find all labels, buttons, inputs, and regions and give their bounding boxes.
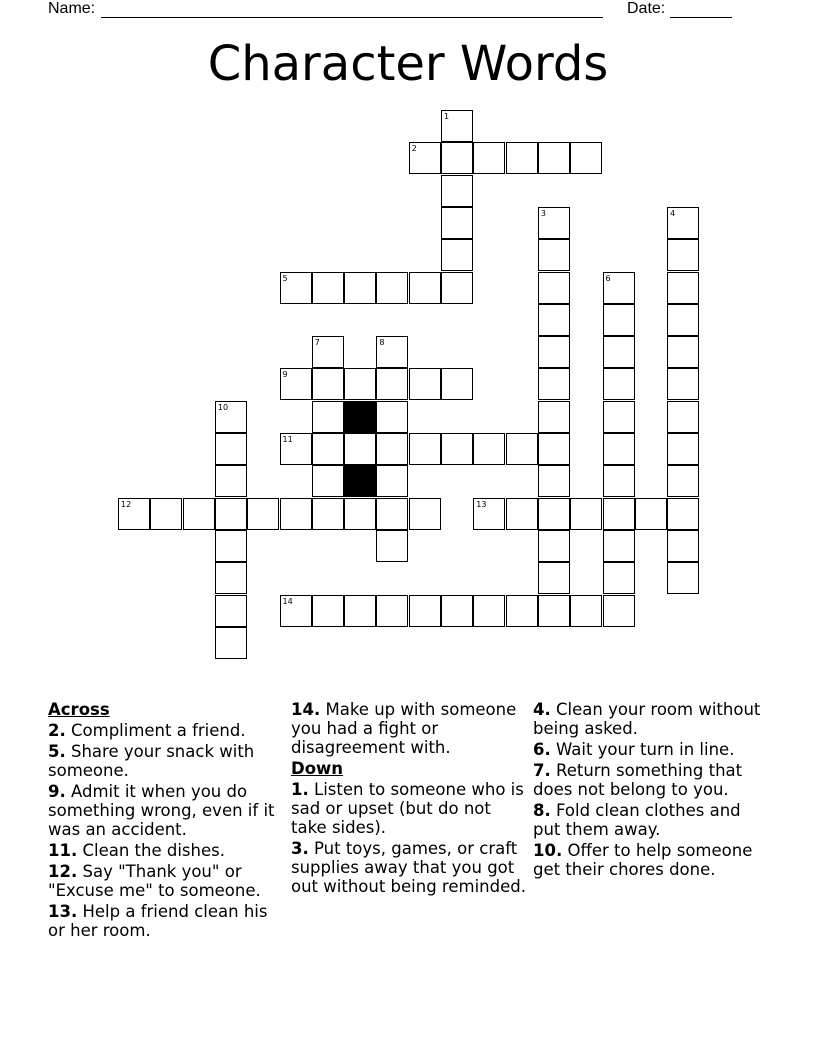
clue-number: 14 [282,596,293,606]
grid-cell[interactable] [376,336,408,368]
grid-cell[interactable] [473,433,505,465]
grid-cell[interactable] [506,142,538,174]
clue-number: 7 [314,338,320,348]
clue-down-10: 10. Offer to help someone get their chores done. [533,841,753,879]
grid-cell[interactable] [538,142,570,174]
grid-cell[interactable] [376,595,408,627]
grid-cell[interactable] [312,465,344,497]
grid-cell[interactable] [603,401,635,433]
clue-down-8: 8. Fold clean clothes and put them away. [533,801,741,839]
grid-cell[interactable] [538,401,570,433]
grid-cell[interactable] [667,530,699,562]
grid-cell[interactable] [667,304,699,336]
grid-cell[interactable] [215,401,247,433]
clue-number: 5 [282,273,288,283]
grid-cell[interactable] [280,498,312,530]
clue-across-2: 2. Compliment a friend. [48,721,246,740]
grid-cell[interactable] [344,272,376,304]
grid-cell[interactable] [603,465,635,497]
grid-cell[interactable] [603,595,635,627]
grid-cell[interactable] [603,272,635,304]
grid-cell[interactable] [344,433,376,465]
grid-cell[interactable] [312,433,344,465]
grid-cell[interactable] [538,207,570,239]
grid-cell[interactable] [538,562,570,594]
grid-cell[interactable] [667,562,699,594]
grid-cell[interactable] [603,336,635,368]
down-heading: Down [291,759,344,778]
grid-cell[interactable] [506,595,538,627]
grid-cell[interactable] [441,110,473,142]
grid-cell[interactable] [603,530,635,562]
across-heading: Across [48,700,110,719]
grid-cell[interactable] [441,239,473,271]
grid-cell[interactable] [215,433,247,465]
grid-cell[interactable] [667,368,699,400]
grid-cell[interactable] [441,142,473,174]
grid-cell[interactable] [215,498,247,530]
grid-cell[interactable] [667,433,699,465]
grid-cell[interactable] [312,401,344,433]
grid-cell[interactable] [409,498,441,530]
grid-cell[interactable] [344,595,376,627]
clue-number: 9 [282,370,288,380]
grid-cell[interactable] [312,272,344,304]
clue-number: 6 [605,273,611,283]
clue-across-11: 11. Clean the dishes. [48,841,225,860]
grid-cell[interactable] [603,368,635,400]
name-label: Name: [48,0,96,17]
grid-cell[interactable] [538,530,570,562]
grid-cell[interactable] [312,498,344,530]
grid-cell[interactable] [312,368,344,400]
grid-cell[interactable] [570,595,602,627]
grid-cell[interactable] [667,207,699,239]
clue-across-13: 13. Help a friend clean his or her room. [48,902,268,940]
grid-cell[interactable] [603,304,635,336]
grid-cell[interactable] [603,562,635,594]
page-title: Character Words [207,36,609,92]
clue-column-1 [48,700,284,942]
grid-cell[interactable] [215,530,247,562]
grid-cell[interactable] [280,595,312,627]
clue-number: 2 [411,144,417,154]
grid-cell[interactable] [441,175,473,207]
grid-cell[interactable] [409,368,441,400]
grid-cell[interactable] [473,142,505,174]
clue-down-7: 7. Return something that does not belong to you. [533,761,743,799]
grid-cell[interactable] [409,595,441,627]
grid-block [344,401,376,433]
date-label: Date: [627,0,666,17]
grid-cell[interactable] [570,142,602,174]
clue-across-5: 5. Share your snack with someone. [48,742,255,780]
grid-cell[interactable] [538,239,570,271]
grid-cell[interactable] [183,498,215,530]
grid-cell[interactable] [667,401,699,433]
grid-cell[interactable] [603,498,635,530]
grid-cell[interactable] [150,498,182,530]
clue-number: 8 [379,338,385,348]
clue-column-2 [291,700,527,898]
grid-cell[interactable] [312,336,344,368]
grid-cell[interactable] [409,433,441,465]
grid-cell[interactable] [538,595,570,627]
clue-number: 10 [217,402,229,412]
clue-number: 12 [121,499,132,509]
grid-cell[interactable] [409,272,441,304]
grid-cell[interactable] [344,368,376,400]
grid-cell[interactable] [667,239,699,271]
clue-number: 11 [282,435,293,444]
clue-across-9: 9. Admit it when you do something wrong, even if it was an accident. [48,782,275,839]
grid-cell[interactable] [376,401,408,433]
clue-column-3 [533,700,769,881]
grid-cell[interactable] [538,465,570,497]
grid-cell[interactable] [506,433,538,465]
clue-number: 3 [540,208,546,218]
clue-down-6: 6. Wait your turn in line. [533,740,735,759]
grid-block [344,465,376,497]
grid-cell[interactable] [215,595,247,627]
grid-cell[interactable] [603,433,635,465]
grid-cell[interactable] [538,336,570,368]
grid-cell[interactable] [538,272,570,304]
clue-across-14: 14. Make up with someone you had a fight or disagreement with. [291,700,517,757]
grid-cell[interactable] [667,498,699,530]
grid-cell[interactable] [280,272,312,304]
grid-cell[interactable] [280,433,312,465]
grid-cell[interactable] [538,433,570,465]
clue-down-4: 4. Clean your room without being asked. [533,700,761,738]
grid-cell[interactable] [344,498,376,530]
clue-number: 1 [444,112,450,121]
grid-cell[interactable] [215,465,247,497]
grid-cell[interactable] [409,142,441,174]
grid-cell[interactable] [441,433,473,465]
grid-cell[interactable] [376,368,408,400]
grid-cell[interactable] [570,498,602,530]
grid-cell[interactable] [376,272,408,304]
grid-cell[interactable] [667,465,699,497]
grid-cell[interactable] [215,627,247,659]
grid-cell[interactable] [215,562,247,594]
grid-cell[interactable] [473,595,505,627]
grid-cell[interactable] [312,595,344,627]
grid-cell[interactable] [441,207,473,239]
grid-cell[interactable] [376,498,408,530]
clue-across-12: 12. Say "Thank you" or "Excuse me" to someone. [48,862,261,900]
grid-cell[interactable] [473,498,505,530]
grid-cell[interactable] [538,368,570,400]
grid-cell[interactable] [635,498,667,530]
grid-cell[interactable] [441,272,473,304]
grid-cell[interactable] [506,498,538,530]
grid-cell[interactable] [118,498,150,530]
grid-cell[interactable] [376,433,408,465]
grid-cell[interactable] [538,304,570,336]
grid-cell[interactable] [247,498,279,530]
grid-cell[interactable] [667,336,699,368]
clue-down-3: 3. Put toys, games, or craft supplies away that you got out without being reminded. [291,839,526,896]
grid-cell[interactable] [538,498,570,530]
grid-cell[interactable] [441,368,473,400]
clue-number: 13 [476,499,487,509]
grid-cell[interactable] [441,595,473,627]
grid-cell[interactable] [280,368,312,400]
grid-cell[interactable] [376,530,408,562]
grid-cell[interactable] [376,465,408,497]
clue-number: 4 [670,208,676,218]
grid-cell[interactable] [667,272,699,304]
clue-down-1: 1. Listen to someone who is sad or upset (but do not take sides). [291,780,524,837]
